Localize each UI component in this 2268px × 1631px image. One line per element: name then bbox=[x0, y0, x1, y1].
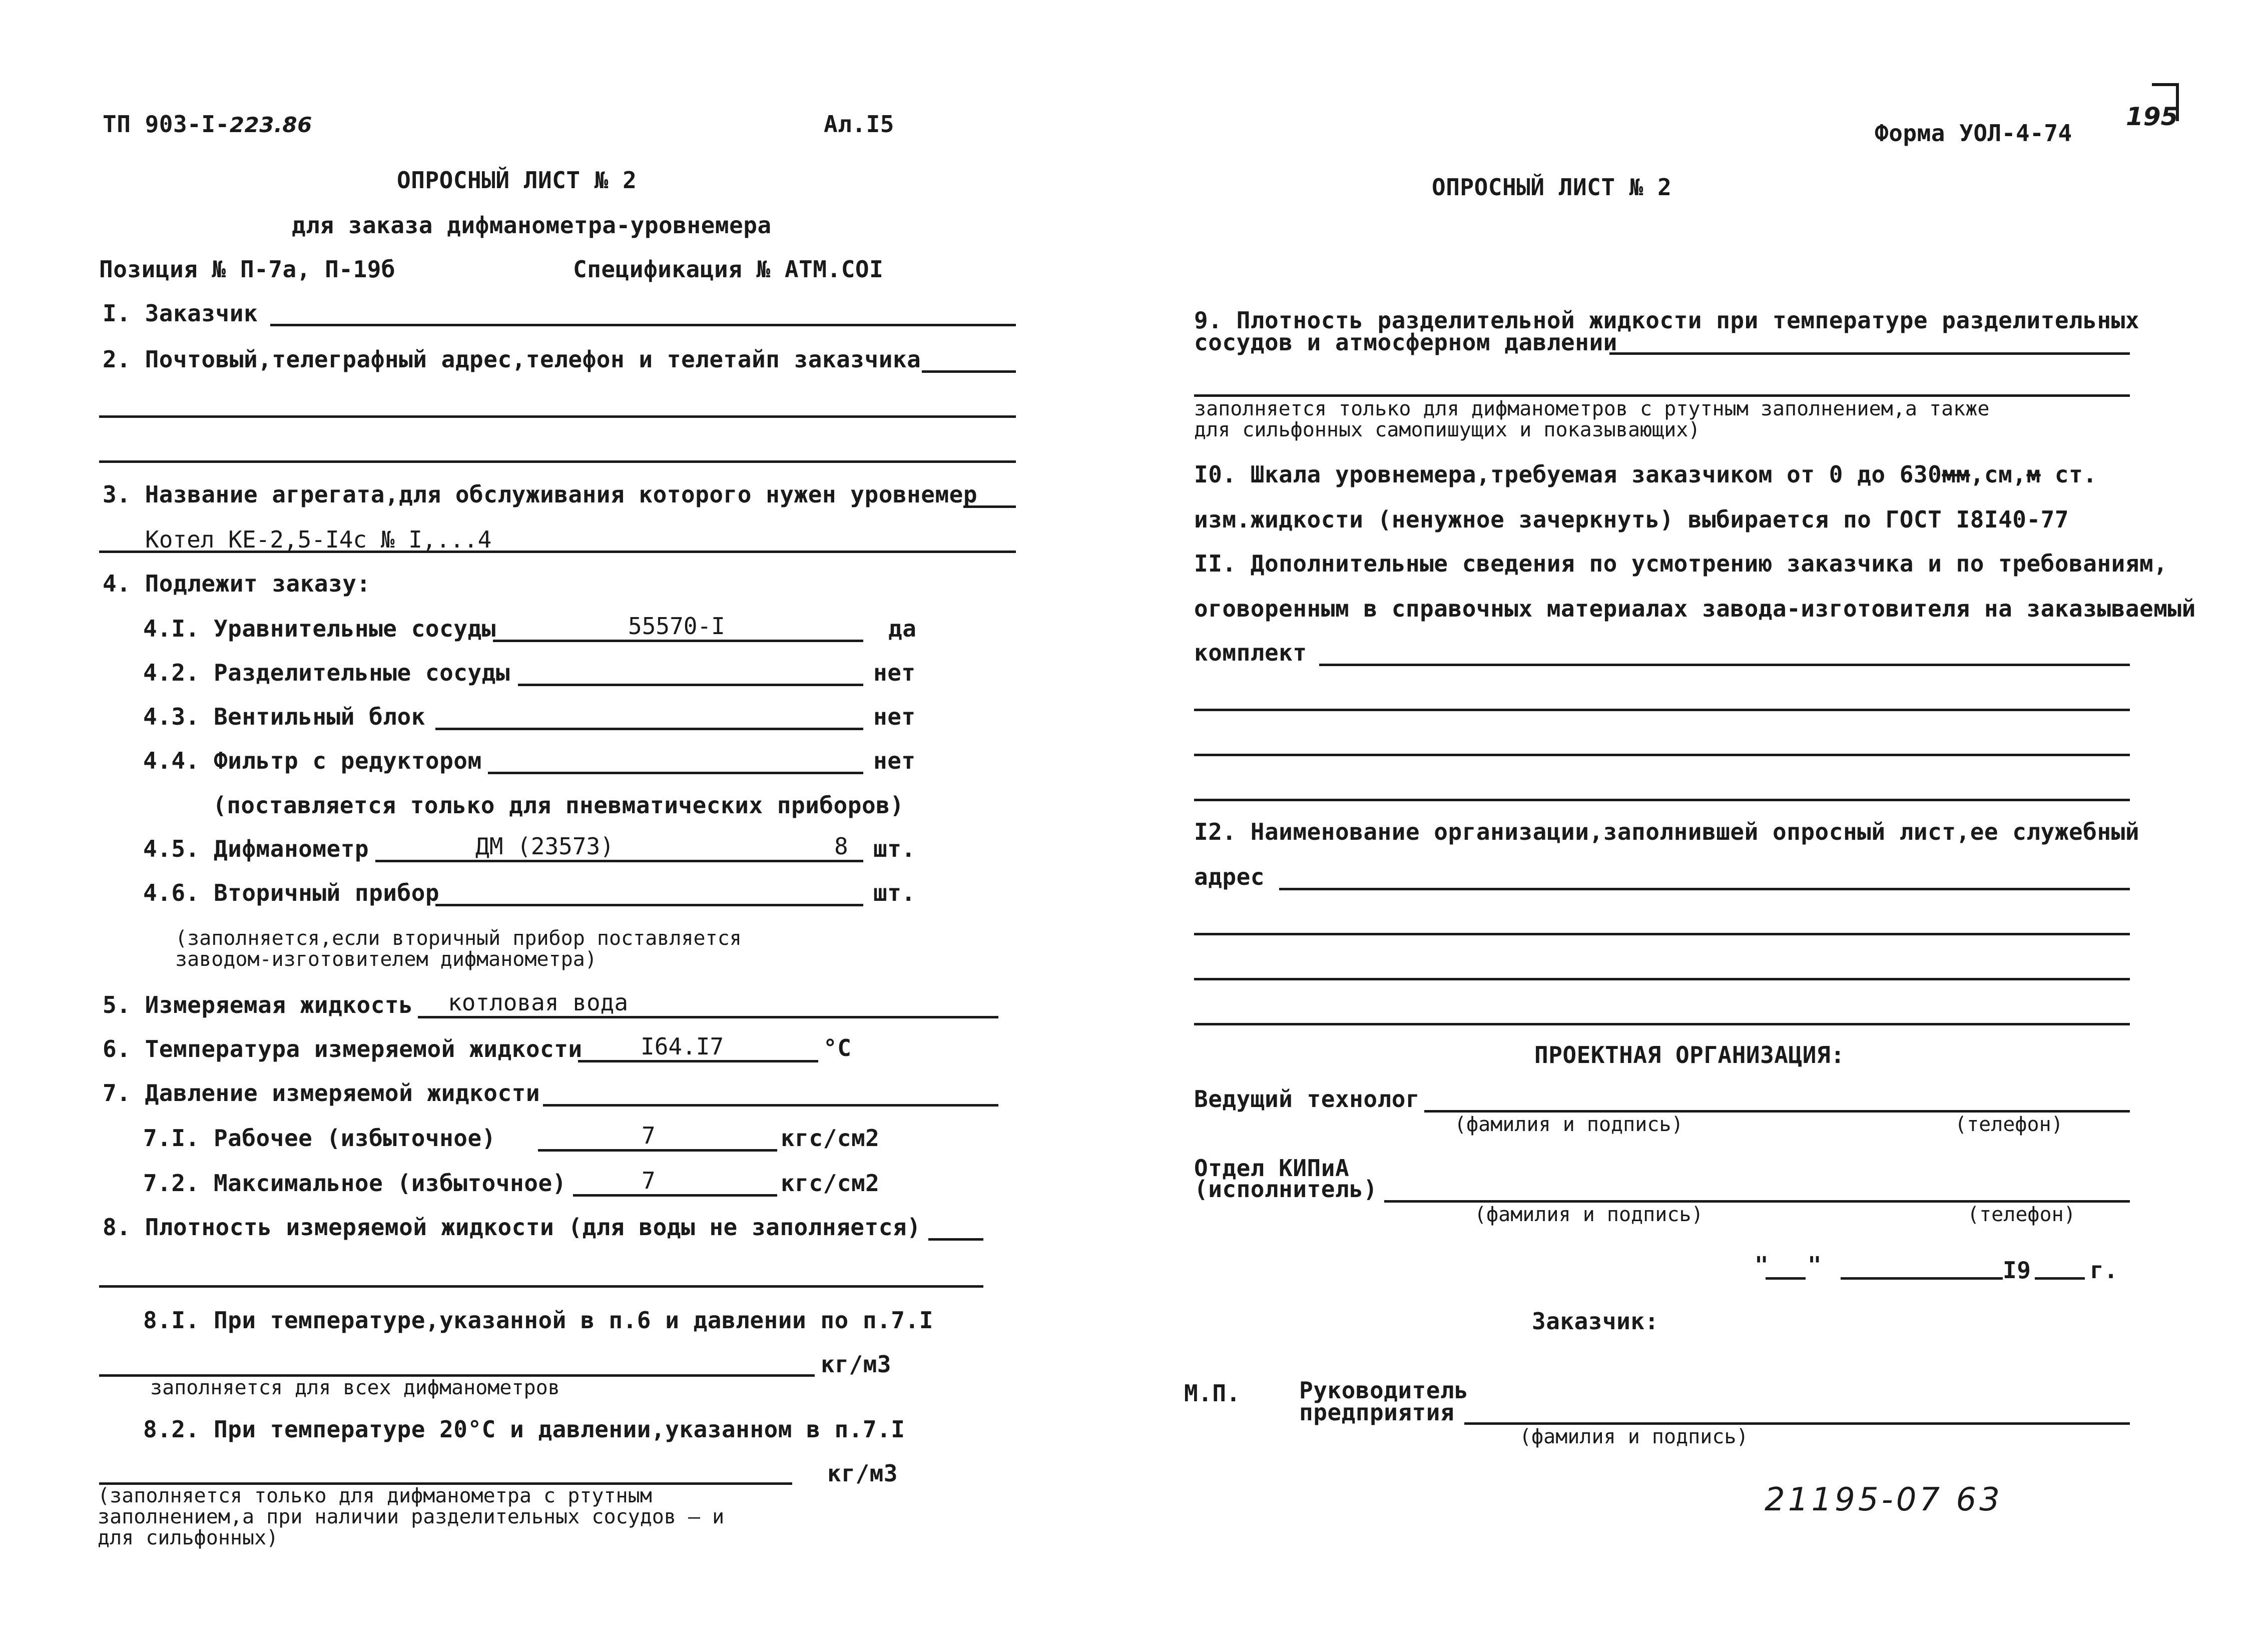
date-month-line bbox=[1841, 1277, 2003, 1280]
date-open-quote: " bbox=[1755, 1252, 1769, 1279]
item-10-label-2: изм.жидкости (ненужное зачеркнуть) выбирается по ГОСТ I8I40-77 bbox=[1194, 506, 2069, 533]
item-4-2-label: 4.2. Разделительные сосуды bbox=[143, 659, 510, 686]
item-6-line bbox=[578, 1060, 818, 1062]
item-10-m-struck: м bbox=[2026, 461, 2041, 488]
sign-name-3: (фамилия и подпись) bbox=[1519, 1425, 1749, 1448]
item-4-5-unit: шт. bbox=[873, 835, 916, 862]
item-4-5-line bbox=[375, 860, 863, 862]
item-8-2-label: 8.2. При температуре 20°С и давлении,указанном в п.7.I bbox=[143, 1416, 905, 1443]
item-7-2-label: 7.2. Максимальное (избыточное) bbox=[143, 1170, 566, 1197]
item-2-line-3 bbox=[99, 460, 1016, 463]
item-4-3-line bbox=[435, 728, 863, 730]
item-4-label: 4. Подлежит заказу: bbox=[103, 570, 371, 597]
item-8-1-label: 8.I. При температуре,указанной в п.6 и давлении по п.7.I bbox=[143, 1307, 933, 1334]
sheet-number: Ал.I5 bbox=[824, 111, 894, 138]
position-label: Позиция № П-7а, П-19б bbox=[99, 256, 396, 283]
item-4-1-value: 55570-I bbox=[628, 613, 725, 640]
item-9-label-1: 9. Плотность разделительной жидкости при температуре разделительных bbox=[1194, 307, 2140, 334]
item-9-line-2 bbox=[1194, 394, 2130, 397]
item-8-1-note: заполняется для всех дифманометров bbox=[150, 1376, 560, 1399]
sign-phone-1: (телефон) bbox=[1955, 1113, 2063, 1136]
page-number-handwritten: 195 bbox=[2126, 102, 2178, 131]
corner-mark bbox=[2152, 83, 2179, 121]
item-3-line bbox=[963, 505, 1016, 508]
item-12-line-4 bbox=[1194, 1023, 2130, 1025]
item-12-line-3 bbox=[1194, 978, 2130, 980]
item-4-5-qty: 8 bbox=[834, 833, 848, 860]
item-4-3-label: 4.3. Вентильный блок bbox=[143, 703, 425, 730]
item-9-label-2: сосудов и атмосферном давлении bbox=[1194, 329, 1617, 356]
design-org-heading: ПРОЕКТНАЯ ОРГАНИЗАЦИЯ: bbox=[1534, 1041, 1845, 1068]
lead-tech-line bbox=[1424, 1110, 2130, 1113]
item-12-label-1: I2. Наименование организации,заполнившей опросный лист,ее служебный bbox=[1194, 818, 2140, 845]
item-4-4-note: (поставляется только для пневматических приборов) bbox=[213, 792, 904, 819]
item-8-2-unit: кг/м3 bbox=[827, 1460, 898, 1487]
item-8-2-note-1: (заполняется только для дифманометра с ртутным bbox=[98, 1484, 652, 1507]
item-5-value: котловая вода bbox=[448, 989, 629, 1016]
item-10-cm: ,см, bbox=[1970, 461, 2027, 488]
item-4-4-line bbox=[488, 772, 863, 774]
item-11-line-3 bbox=[1194, 754, 2130, 756]
item-12-label-2: адрес bbox=[1194, 863, 1265, 890]
lead-tech-label: Ведущий технолог bbox=[1194, 1085, 1420, 1113]
item-6-unit: °С bbox=[823, 1034, 852, 1061]
spec-label: Спецификация № АТМ.СОI bbox=[573, 256, 884, 283]
item-8-line bbox=[928, 1238, 983, 1241]
item-2-line-2 bbox=[99, 415, 1016, 418]
date-year-line bbox=[2035, 1277, 2085, 1280]
item-4-1-line bbox=[493, 640, 863, 642]
item-7-1-line bbox=[538, 1149, 777, 1152]
right-page bbox=[1134, 0, 2268, 1631]
item-8-line-2 bbox=[99, 1285, 983, 1288]
item-4-5-label: 4.5. Дифманометр bbox=[143, 835, 369, 862]
customer-heading: Заказчик: bbox=[1532, 1308, 1659, 1335]
doc-code: ТП 903-I-223.86 bbox=[103, 111, 312, 138]
item-8-2-note-2: заполнением,а при наличии разделительных сосудов – и bbox=[98, 1505, 725, 1528]
item-7-2-value: 7 bbox=[642, 1167, 656, 1194]
item-4-5-value: ДМ (23573) bbox=[475, 833, 614, 860]
item-7-2-line bbox=[573, 1194, 777, 1197]
item-3-value: Котел КЕ-2,5-I4с № I,...4 bbox=[145, 526, 492, 553]
item-7-1-value: 7 bbox=[642, 1122, 656, 1149]
item-11-label-2: оговоренным в справочных материалах завода-изготовителя на заказываемый bbox=[1194, 595, 2196, 622]
item-7-label: 7. Давление измеряемой жидкости bbox=[103, 1079, 540, 1107]
stamp-label: М.П. bbox=[1184, 1380, 1241, 1407]
item-7-1-label: 7.I. Рабочее (избыточное) bbox=[143, 1125, 496, 1152]
item-6-label: 6. Температура измеряемой жидкости bbox=[103, 1035, 583, 1062]
item-11-label-3: комплект bbox=[1194, 639, 1307, 666]
item-11-line bbox=[1319, 664, 2130, 666]
item-1-label: I. Заказчик bbox=[103, 300, 258, 327]
item-4-1-label: 4.I. Уравнительные сосуды bbox=[143, 615, 496, 642]
item-2-label: 2. Почтовый,телеграфный адрес,телефон и телетайп заказчика bbox=[103, 346, 921, 373]
item-2-line bbox=[922, 370, 1016, 373]
item-10-mm-struck: мм bbox=[1942, 461, 1970, 488]
item-12-line bbox=[1279, 888, 2130, 890]
form-label: Форма УОЛ-4-74 bbox=[1875, 120, 2072, 147]
item-5-label: 5. Измеряемая жидкость bbox=[103, 991, 413, 1018]
item-4-4-label: 4.4. Фильтр с редуктором bbox=[143, 747, 482, 774]
item-4-4-answer: нет bbox=[873, 747, 916, 774]
item-10-label-1 bbox=[1194, 461, 2097, 488]
date-close-quote: " bbox=[1808, 1252, 1822, 1279]
item-9-note-1: заполняется только для дифманометров с ртутным заполнением,а также bbox=[1194, 397, 1990, 420]
item-4-6-note-1: (заполняется,если вторичный прибор поставляется bbox=[175, 927, 742, 950]
item-4-6-label: 4.6. Вторичный прибор bbox=[143, 879, 440, 906]
head-label-2: предприятия bbox=[1299, 1399, 1455, 1426]
date-day-line bbox=[1766, 1277, 1806, 1280]
item-9-line bbox=[1609, 352, 2130, 355]
item-8-label: 8. Плотность измеряемой жидкости (для воды не заполняется) bbox=[103, 1214, 921, 1241]
doc-code-handwritten: 223.86 bbox=[229, 113, 312, 137]
dept-label-2: (исполнитель) bbox=[1194, 1176, 1378, 1203]
item-9-note-2: для сильфонных самопишущих и показывающих) bbox=[1194, 418, 1700, 441]
right-title: ОПРОСНЫЙ ЛИСТ № 2 bbox=[1432, 174, 1672, 201]
item-12-line-2 bbox=[1194, 933, 2130, 935]
item-11-line-2 bbox=[1194, 709, 2130, 711]
item-7-1-unit: кгс/см2 bbox=[781, 1125, 880, 1152]
item-4-2-line bbox=[518, 684, 863, 686]
dept-line bbox=[1384, 1200, 2130, 1203]
item-7-2-unit: кгс/см2 bbox=[781, 1170, 880, 1197]
item-4-6-unit: шт. bbox=[873, 879, 916, 906]
item-11-line-4 bbox=[1194, 799, 2130, 801]
left-title: ОПРОСНЫЙ ЛИСТ № 2 bbox=[397, 167, 637, 194]
head-line bbox=[1464, 1422, 2130, 1425]
footer-handwritten: 21195-07 63 bbox=[1765, 1481, 2003, 1518]
item-1-line bbox=[270, 324, 1016, 326]
dept-label-1: Отдел КИПиА bbox=[1194, 1155, 1350, 1182]
item-8-2-note-3: для сильфонных) bbox=[98, 1526, 279, 1549]
date-year-prefix: I9 bbox=[2003, 1257, 2031, 1284]
item-4-6-note-2: заводом-изготовителем дифманометра) bbox=[175, 948, 597, 971]
item-11-label-1: II. Дополнительные сведения по усмотрению заказчика и по требованиям, bbox=[1194, 550, 2168, 577]
item-4-2-answer: нет bbox=[873, 659, 916, 686]
sign-name-2: (фамилия и подпись) bbox=[1474, 1203, 1704, 1226]
date-g: г. bbox=[2090, 1257, 2118, 1284]
item-4-3-answer: нет bbox=[873, 703, 916, 730]
item-4-1-answer: да bbox=[888, 615, 917, 642]
item-3-value-line bbox=[99, 551, 1016, 553]
sign-phone-2: (телефон) bbox=[1967, 1203, 2076, 1226]
item-5-line bbox=[418, 1016, 998, 1018]
item-8-1-unit: кг/м3 bbox=[821, 1351, 891, 1378]
item-10-text: I0. Шкала уровнемера,требуемая заказчиком от 0 до 630 bbox=[1194, 461, 1942, 488]
item-4-6-line bbox=[435, 904, 863, 906]
item-10-st: ст. bbox=[2040, 461, 2097, 488]
left-subtitle: для заказа дифманометра-уровнемера bbox=[292, 212, 772, 239]
item-6-value: I64.I7 bbox=[641, 1033, 724, 1060]
sign-name-1: (фамилия и подпись) bbox=[1454, 1113, 1683, 1136]
head-label-1: Руководитель bbox=[1299, 1377, 1469, 1404]
item-3-label: 3. Название агрегата,для обслуживания которого нужен уровнемер bbox=[103, 481, 978, 508]
item-7-line bbox=[543, 1104, 998, 1107]
